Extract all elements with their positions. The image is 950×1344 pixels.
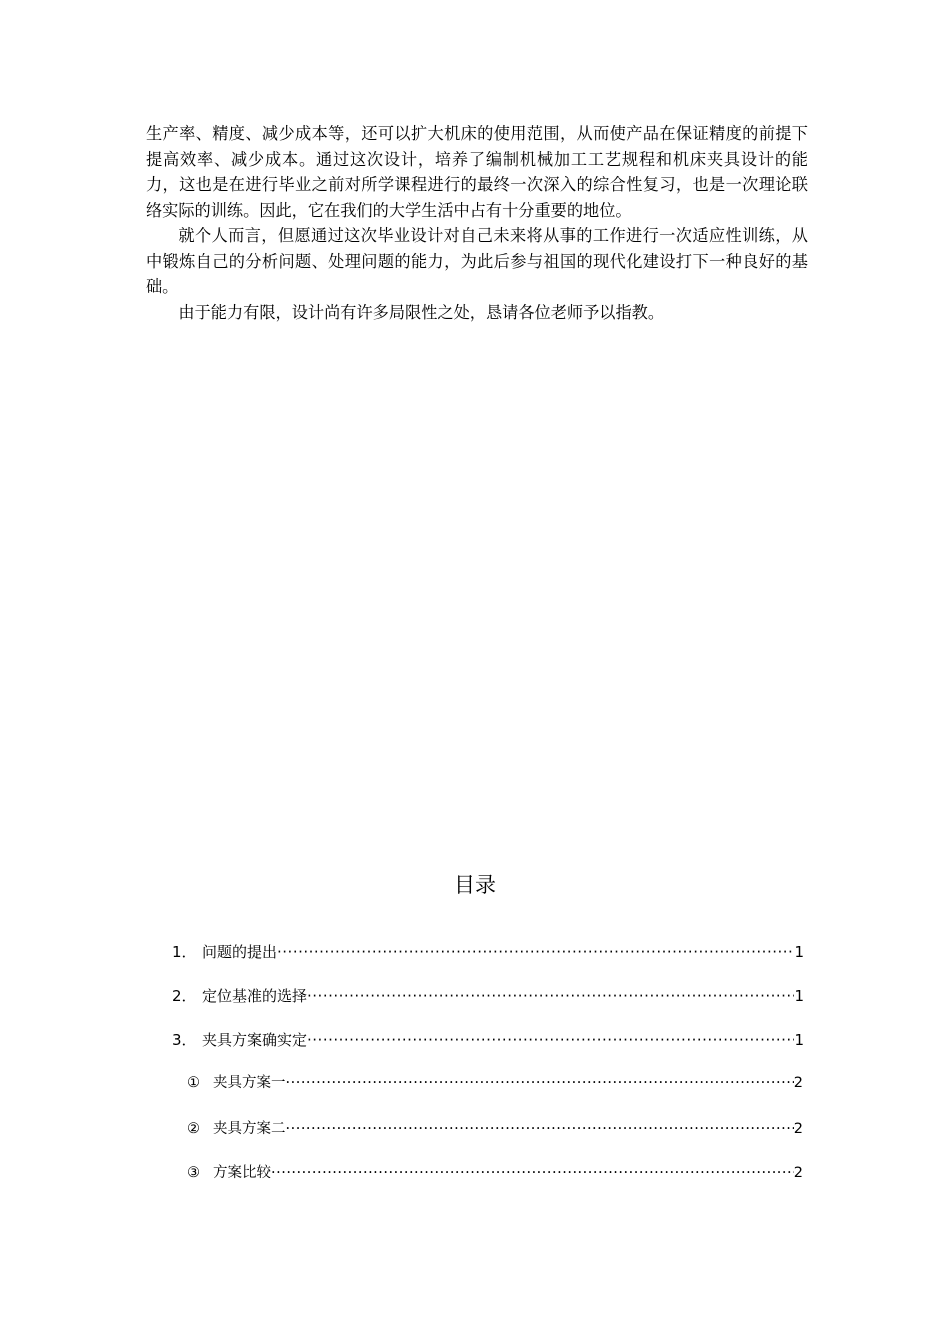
toc-leader-dots (271, 1161, 794, 1185)
toc-entry-number: ③ (187, 1165, 200, 1181)
toc-entry-label: 夹具方案确实定 (202, 1031, 308, 1049)
toc-entry-label: 定位基准的选择 (202, 987, 308, 1005)
toc-entry-label: 夹具方案一 (213, 1075, 286, 1091)
toc-entry-label: 方案比较 (213, 1165, 271, 1181)
toc-entry-page: 1 (794, 943, 804, 961)
toc-leader-dots (307, 984, 794, 1008)
toc-entry-3-2[interactable] (187, 1117, 803, 1141)
toc-entry-page: 1 (794, 987, 804, 1005)
body-text (146, 121, 808, 325)
toc-entry-2[interactable] (172, 984, 804, 1008)
toc-entry-3-1[interactable] (187, 1071, 803, 1095)
toc-entry-number: 3． (172, 1031, 197, 1049)
toc-entry-3-3[interactable] (187, 1161, 803, 1185)
toc-entry-page: 2 (793, 1121, 803, 1137)
toc-title: 目录 (454, 873, 496, 897)
paragraph-2: 就个人而言，但愿通过这次毕业设计对自己未来将从事的工作进行一次适应性训练，从中锻炼自己的分析问题、处理问题的能力，为此后参与祖国的现代化建设打下一种良好的基础。 (146, 226, 808, 296)
toc-entry-3[interactable] (172, 1028, 804, 1052)
toc-leader-dots (286, 1117, 794, 1141)
toc-entry-number: ① (187, 1075, 200, 1091)
toc-entry-number: 2． (172, 987, 197, 1005)
toc-entry-1[interactable] (172, 940, 804, 964)
toc-leader-dots (307, 1028, 794, 1052)
toc-entry-page: 2 (793, 1075, 803, 1091)
toc-leader-dots (286, 1071, 794, 1095)
paragraph-3: 由于能力有限，设计尚有许多局限性之处，恳请各位老师予以指教。 (178, 302, 665, 322)
toc-entry-label: 问题的提出 (202, 943, 278, 961)
toc-entry-page: 2 (793, 1165, 803, 1181)
toc-leader-dots (277, 940, 794, 964)
paragraph-1: 生产率、精度、减少成本等，还可以扩大机床的使用范围，从而使产品在保证精度的前提下提高效率、减少成本。通过这次设计，培养了编制机械加工工艺规程和机床夹具设计的能力，这也是在进行毕业之前对所学课程进行的最终一次深入的综合性复习，也是一次理论联络实际的训练。因此，它在我们的大学生活中占有十分重要的地位。 (146, 124, 808, 220)
toc-entry-page: 1 (794, 1031, 804, 1049)
toc-entry-number: 1． (172, 943, 197, 961)
toc-entry-label: 夹具方案二 (213, 1121, 286, 1137)
toc-entry-number: ② (187, 1121, 200, 1137)
